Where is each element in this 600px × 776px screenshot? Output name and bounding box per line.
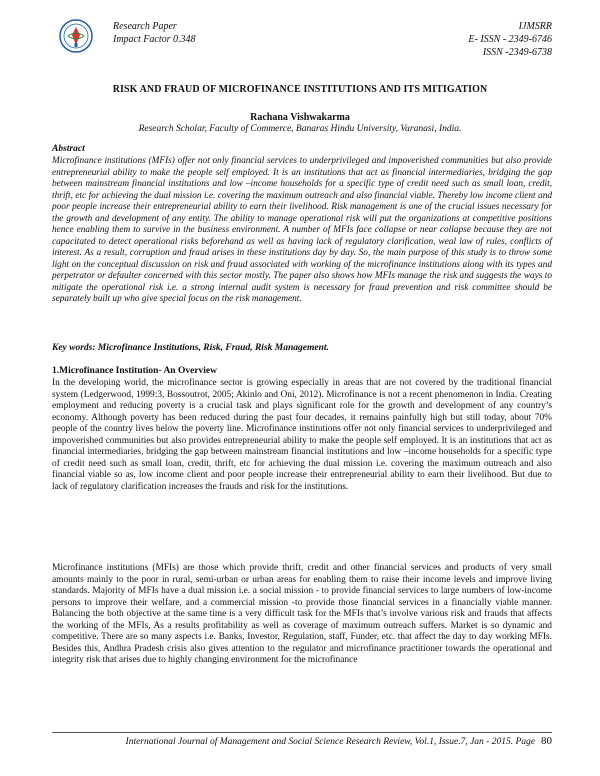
body-paragraph: In the developing world, the microfinance sector is growing especially in areas that are not covered by the traditional financial system (Ledgerwood, 1999:3, Bossoutrot, 2005; Akinlo and Oni, 2012). Microfinance is not a recent phenomenon in India. Creating employment and reducing poverty is a crucial task and plays significant role for the growth and development of any country’s economy. Although poverty has been reduced during the past four decades, it remains painfully high but still today, about 70% people of the country lives below the poverty line. Microfinance institutions offer not only financial services to underprivileged and impoverished communities but also provides entrepreneurial ability to make the people self employed. It is an institutions that act as financial intermediaries, bridging the gap between mainstream financial institutions and low –income households for a specific type of credit need such as small loan, credit, thrift, etc for achieving the dual mission i.e. covering the maximum outreach and also financial viable so as, low income client and poor people increase their entrepreneurial ability to earn their livelihood. But due to lack of regulatory clarification increases the frauds and risk for the institutions. [52, 378, 552, 492]
section-heading: 1.Microfinance Institution- An Overview [52, 366, 218, 376]
abstract-text: Microfinance institutions (MFIs) offer not only financial services to underprivileged and impoverished communities but also provide entrepreneurial ability to make the people self employed. It is an institutions that act as financial intermediaries, bridging the gap between mainstream financial institutions and low –income households for a specific type of credit need such as small loan, credit, thrift, etc for achieving the dual mission i.e. covering the maximum outreach and also financial viable. Thereby low income client and poor people increase their entrepreneurial ability to earn their livelihood. Risk management is one of the crucial issues necessary for the growth and development of any entity. The ability to manage operational risk will put the organizations at competitive positions hence enabling them to survive in the business environment. A number of MFIs face collapse or near collapse because they are not capacitated to detect operational risks beforehand as well as having lack of regulatory clarification, weal law of rules, conflicts of interest. As a result, corruption and fraud arises in these institutions day by day. So, the main purpose of this study is to throw some light on the conceptual discussion on risk and fraud associated with working of the microfinance institutions along with its types and perpetrator or defaulter concerned with this sector mostly. The paper also shows how MFIs manage the risk and suggests the ways to mitigate the operational risk i.e. a strong internal audit system is necessary for fraud prevention and risk committee should be separately built up who give special focus on the risk management. [52, 156, 552, 304]
body-paragraph: Microfinance institutions (MFIs) are those which provide thrift, credit and other financial services and products of very small amounts mainly to the poor in rural, semi-urban or urban areas for enabling them to raise their income levels and improve living standards. Majority of MFIs have a dual mission i.e. a social mission - to provide financial services to large numbers of low-income persons to improve their welfare, and a commercial mission -to provide those financial services in a financially viable manner. Balancing the both objective at the same time is a very difficult task for the MFIs that’s involve various risk and frauds that affects the working of the MFIs, As a results profitability as well as coverage of maximum outreach suffers. Market is so dynamic and competitive. There are so many aspects i.e. Banks, Investor, Regulation, staff, Funder, etc. that affect the day to day working MFIs. Besides this, Andhra Pradesh crisis also gives attention to the regulator and microfinance practitioner towards the operational and integrity risk that arises due to highly changing environment for the microfinance [52, 563, 552, 666]
e-issn: E- ISSN - 2349-6746 [468, 34, 552, 45]
page-footer [52, 735, 552, 747]
journal-abbrev: IJMSRR [518, 21, 552, 32]
keywords: Key words: Microfinance Institutions, Risk, Fraud, Risk Management. [52, 343, 329, 353]
issn: ISSN -2349-6738 [482, 47, 552, 58]
footer-journal: International Journal of Management and Social Science Research Review, Vol.1, Issue.7, Jan - 2015. Page [125, 737, 535, 747]
author-name: Rachana Vishwakarma [250, 112, 350, 123]
paper-type: Research Paper [113, 21, 177, 32]
paper-title: RISK AND FRAUD OF MICROFINANCE INSTITUTIONS AND ITS MITIGATION [112, 84, 488, 95]
footer-divider [52, 732, 552, 733]
header-right [468, 20, 552, 59]
author-affiliation: Research Scholar, Faculty of Commerce, Banaras Hindu University, Varanasi, India. [138, 124, 462, 134]
journal-logo-icon [58, 18, 94, 54]
header-left [113, 20, 196, 46]
impact-factor: Impact Factor 0.348 [113, 34, 196, 45]
page-number: 80 [541, 735, 552, 747]
abstract-heading: Abstract [52, 144, 85, 154]
